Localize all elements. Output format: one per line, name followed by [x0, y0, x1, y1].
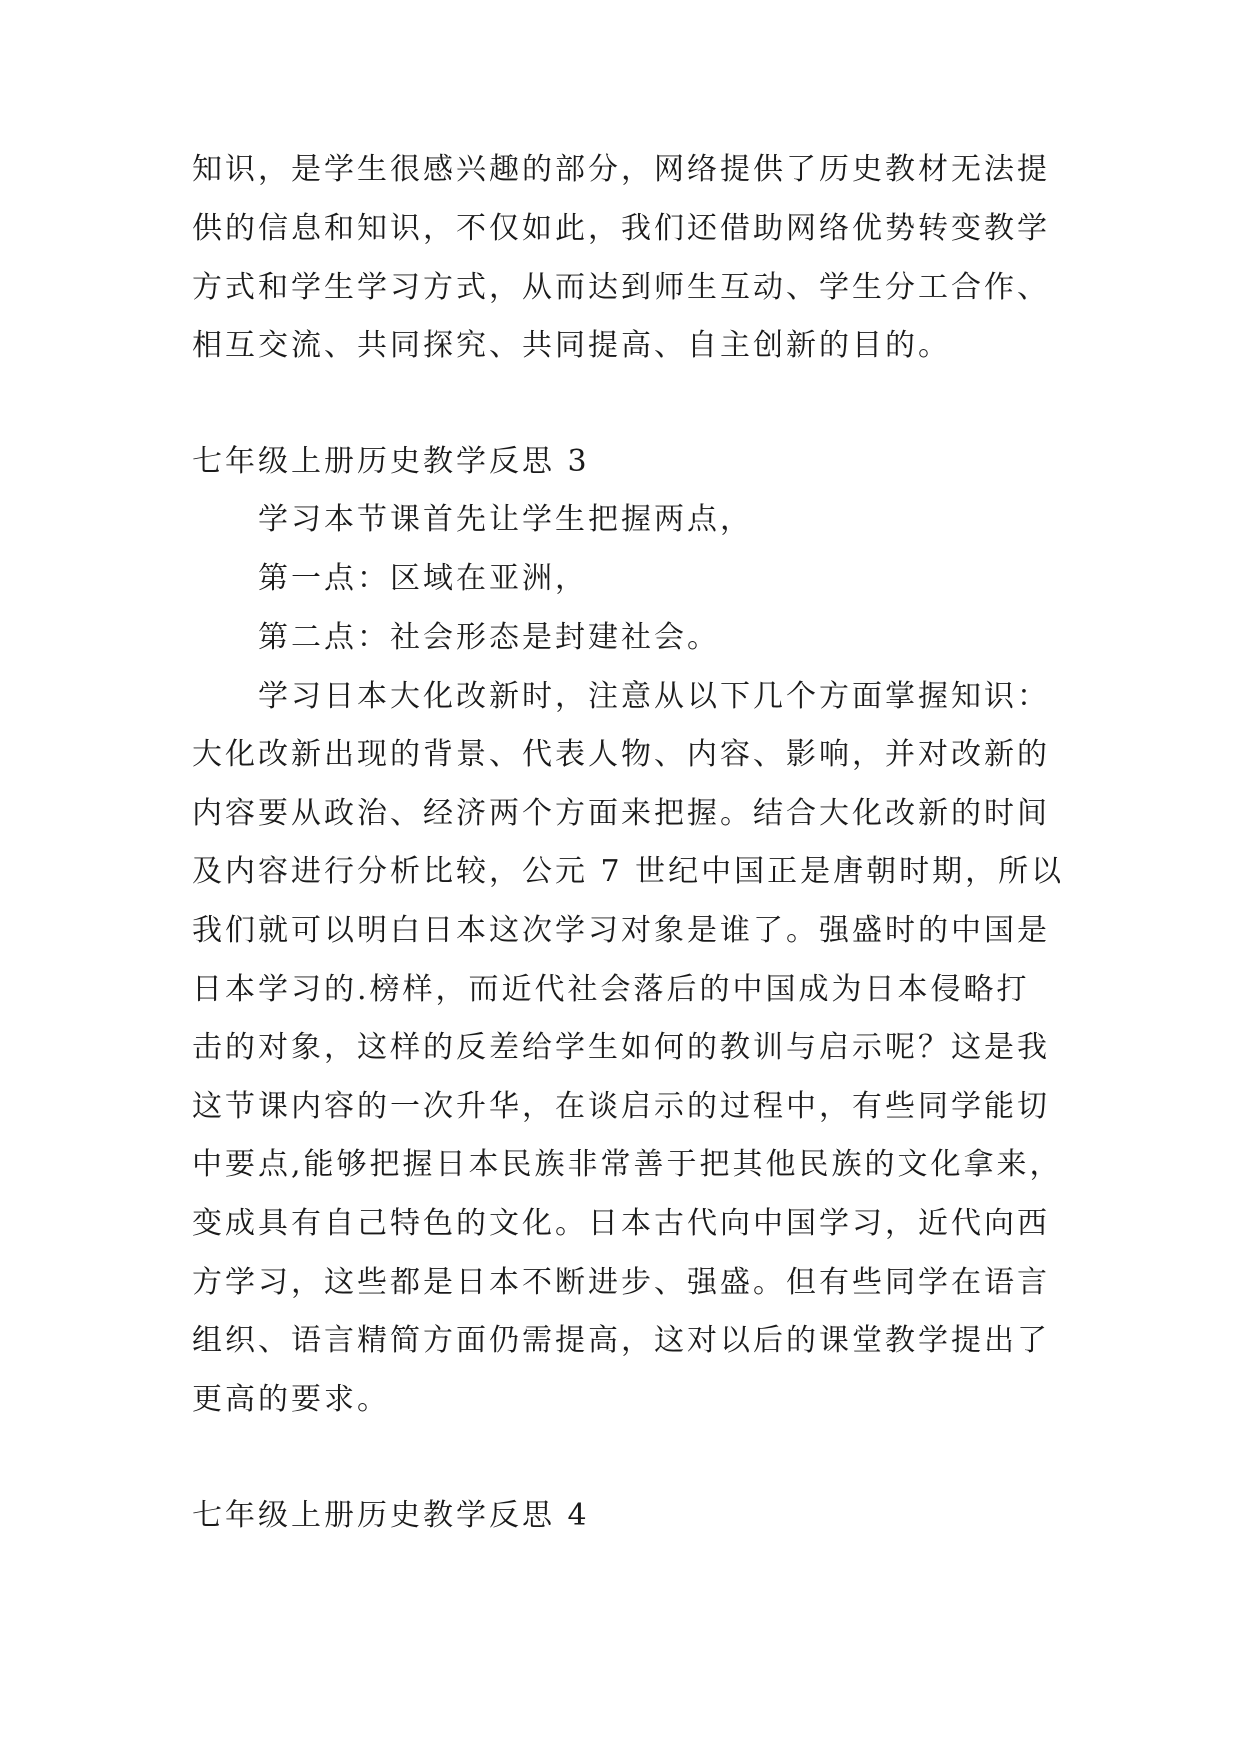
paragraph-line: 知识，是学生很感兴趣的部分，网络提供了历史教材无法提: [192, 152, 1050, 187]
paragraph-line: 大化改新出现的背景、代表人物、内容、影响，并对改新的: [192, 737, 1050, 772]
paragraph-line: 击的对象，这样的反差给学生如何的教训与启示呢？这是我: [192, 1030, 1050, 1065]
section-heading: 七年级上册历史教学反思 4: [192, 1498, 590, 1533]
paragraph-line: 学习本节课首先让学生把握两点，: [258, 502, 753, 537]
paragraph-line: 第一点：区域在亚洲，: [258, 561, 588, 596]
paragraph-line: 中要点,能够把握日本民族非常善于把其他民族的文化拿来，: [192, 1147, 1063, 1182]
paragraph-line: 第二点：社会形态是封建社会。: [258, 620, 720, 655]
paragraph-line: 及内容进行分析比较，公元 7 世纪中国正是唐朝时期，所以: [192, 854, 1065, 889]
paragraph-line: 方学习，这些都是日本不断进步、强盛。但有些同学在语言: [192, 1265, 1050, 1300]
paragraph-line: 供的信息和知识，不仅如此，我们还借助网络优势转变教学: [192, 211, 1050, 246]
paragraph-line: 变成具有自己特色的文化。日本古代向中国学习，近代向西: [192, 1206, 1050, 1241]
paragraph-line: 内容要从政治、经济两个方面来把握。结合大化改新的时间: [192, 796, 1050, 831]
paragraph-line: 方式和学生学习方式，从而达到师生互动、学生分工合作、: [192, 270, 1050, 305]
paragraph-line: 更高的要求。: [192, 1382, 390, 1417]
paragraph-line: 学习日本大化改新时，注意从以下几个方面掌握知识：: [258, 679, 1050, 714]
paragraph-line: 这节课内容的一次升华，在谈启示的过程中，有些同学能切: [192, 1089, 1050, 1124]
paragraph-line: 相互交流、共同探究、共同提高、自主创新的目的。: [192, 328, 951, 363]
paragraph-line: 日本学习的.榜样，而近代社会落后的中国成为日本侵略打: [192, 972, 1030, 1007]
section-heading: 七年级上册历史教学反思 3: [192, 444, 590, 479]
paragraph-line: 我们就可以明白日本这次学习对象是谁了。强盛时的中国是: [192, 913, 1050, 948]
paragraph-line: 组织、语言精简方面仍需提高，这对以后的课堂教学提出了: [192, 1323, 1050, 1358]
